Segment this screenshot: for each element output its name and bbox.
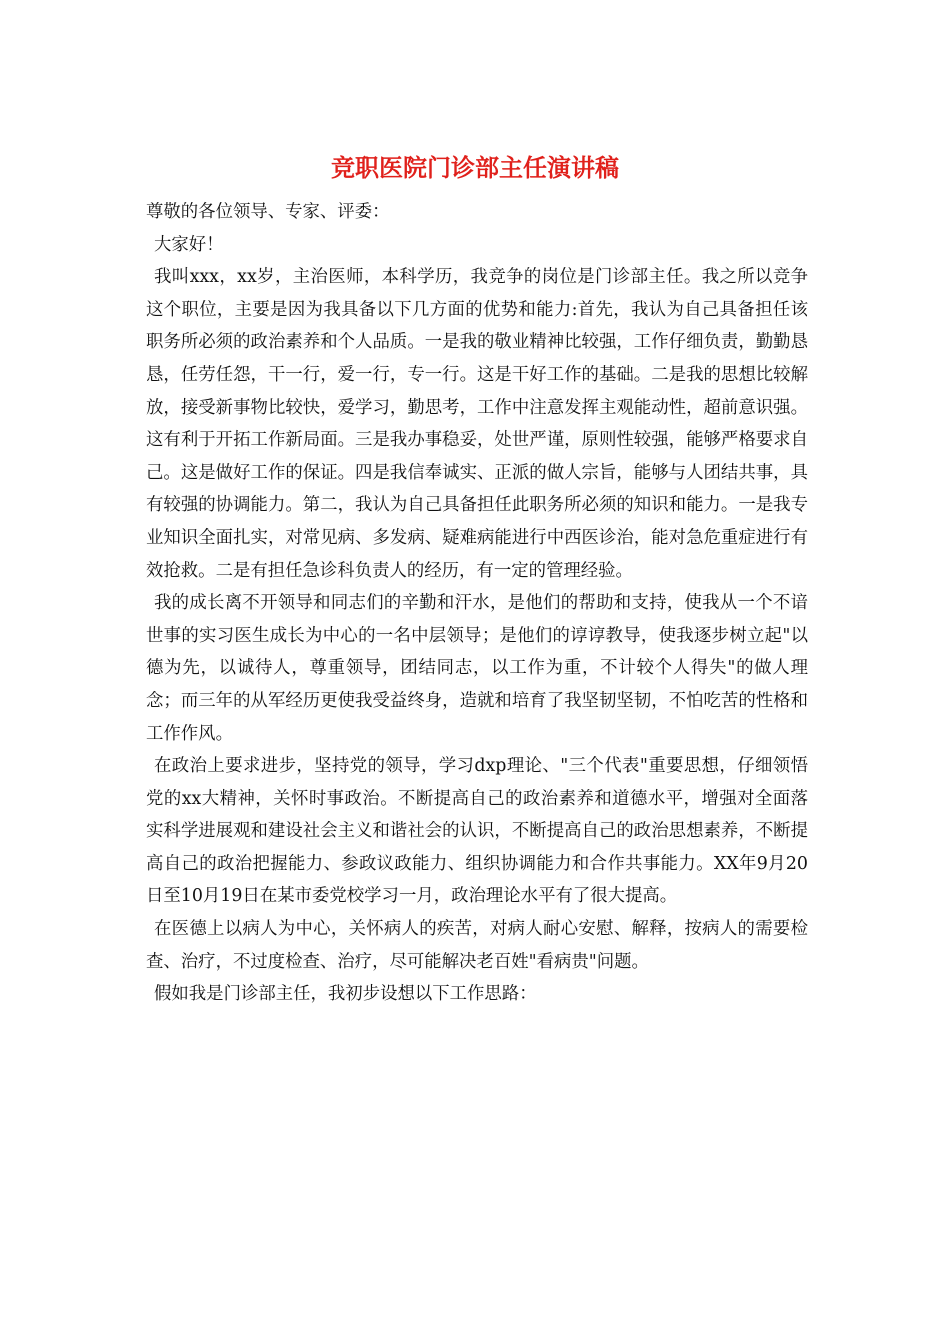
document-body xyxy=(146,196,808,1011)
paragraph-work-plan: 假如我是门诊部主任，我初步设想以下工作思路： xyxy=(154,984,537,1005)
document-title: 竞职医院门诊部主任演讲稿 xyxy=(331,153,619,182)
greeting: 大家好！ xyxy=(154,234,224,255)
paragraph-qualifications: 我叫xxx，xx岁，主治医师，本科学历，我竞争的岗位是门诊部主任。我之所以竞争这个职位，主要是因为我具备以下几方面的优势和能力:首先，我认为自己具备担任该职务所必须的政治素养和个人品质。一是我的敬业精神比较强，工作仔细负责，勤勤恳恳，任劳任怨，干一行，爱一行，专一行。这是干好工作的基础。二是我的思想比较解放，接受新事物比较快，爱学习，勤思考，工作中注意发挥主观能动性，超前意识强。这有利于开拓工作新局面。三是我办事稳妥，处世严谨，原则性较强，能够严格要求自己。这是做好工作的保证。四是我信奉诚实、正派的做人宗旨，能够与人团结共事，具有较强的协调能力。第二，我认为自己具备担任此职务所必须的知识和能力。一是我专业知识全面扎实，对常见病、多发病、疑难病能进行中西医诊治，能对急危重症进行有效抢救。二是有担任急诊科负责人的经历，有一定的管理经验。 xyxy=(146,267,808,581)
paragraph-growth: 我的成长离不开领导和同志们的辛勤和汗水，是他们的帮助和支持，使我从一个不谙世事的实习医生成长为中心的一名中层领导；是他们的谆谆教导，使我逐步树立起"以德为先，以诚待人，尊重领导，团结同志，以工作为重，不计较个人得失"的做人理念；而三年的从军经历更使我受益终身，造就和培育了我坚韧坚韧，不怕吃苦的性格和工作作风。 xyxy=(146,593,808,744)
paragraph-medical-ethics: 在医德上以病人为中心，关怀病人的疾苦，对病人耐心安慰、解释，按病人的需要检查、治疗，不过度检查、治疗，尽可能解决老百姓"看病贵"问题。 xyxy=(146,919,808,972)
paragraph-politics: 在政治上要求进步，坚持党的领导，学习dxp理论、"三个代表"重要思想，仔细领悟党的xx大精神，关怀时事政治。不断提高自己的政治素养和道德水平，增强对全面落实科学进展观和建设社会主义和谐社会的认识，不断提高自己的政治思想素养，不断提高自己的政治把握能力、参政议政能力、组织协调能力和合作共事能力。XX年9月20日至10月19日在某市委党校学习一月，政治理论水平有了很大提高。 xyxy=(146,756,808,907)
salutation: 尊敬的各位领导、专家、评委： xyxy=(146,202,390,222)
